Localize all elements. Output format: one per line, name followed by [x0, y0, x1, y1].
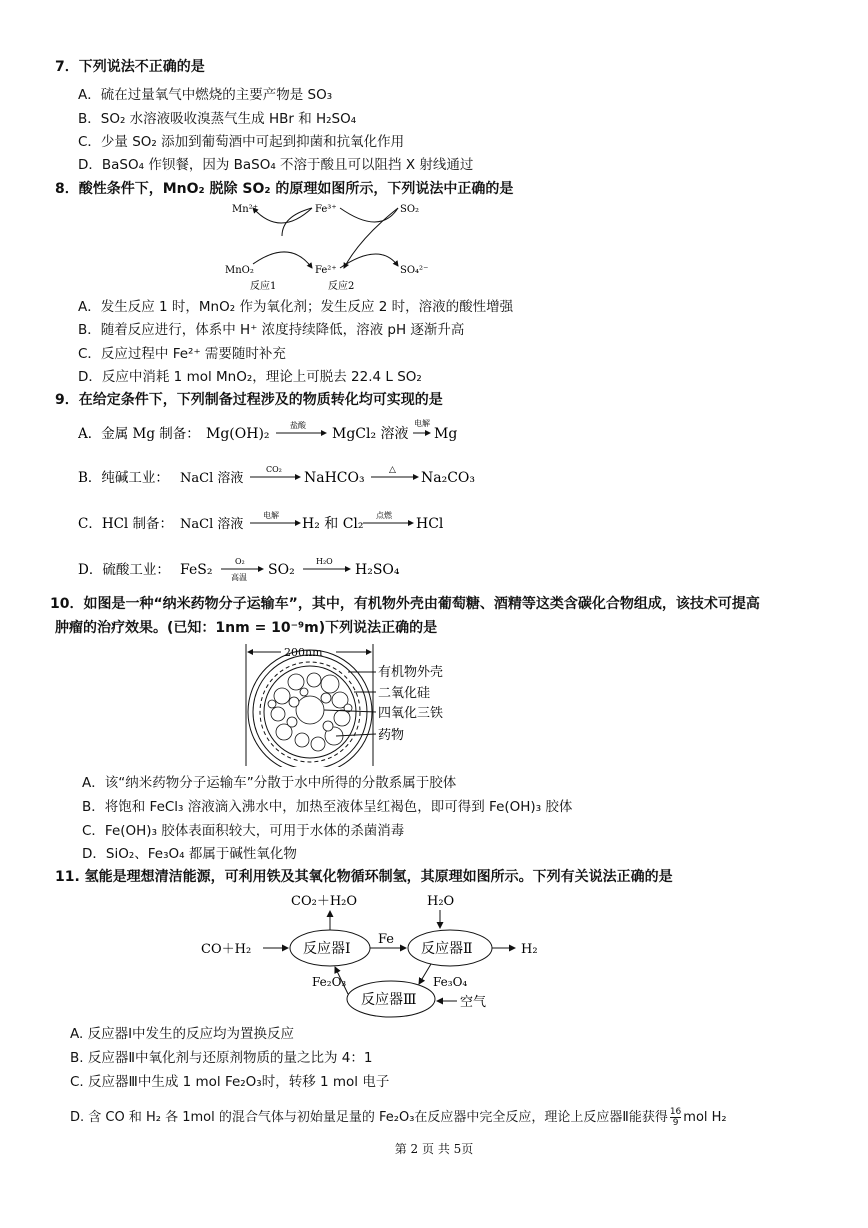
shell-label: 有机物外壳	[378, 665, 444, 680]
fe2-label: Fe²⁺	[315, 265, 337, 276]
nano-carrier-diagram	[236, 642, 476, 767]
fe3-label: Fe³⁺	[315, 204, 337, 215]
q9d-label: D．硫酸工业：	[78, 562, 170, 578]
q9d-s1: FeS₂	[180, 562, 213, 578]
q9b-label: B．纯碱工业：	[78, 470, 169, 486]
q9c-label: C．HCl 制备：	[78, 516, 174, 532]
q7-stem: 7．下列说法不正确的是	[55, 59, 205, 75]
h2-label: H₂	[521, 942, 538, 957]
reaction1-label: 反应1	[250, 281, 277, 292]
mn2-label: Mn²⁺	[232, 204, 258, 215]
q10-option-b: B．将饱和 FeCl₃ 溶液滴入沸水中，加热至液体呈红褐色，即可得到 Fe(OH)₃ 胶体	[82, 799, 573, 815]
fraction-denominator: 9	[672, 1118, 679, 1128]
q9d-c1b: 高温	[231, 573, 247, 582]
q10-option-a: A．该“纳米药物分子运输车”分散于水中所得的分散系属于胶体	[82, 775, 457, 791]
in1-label: CO＋H₂	[201, 942, 252, 957]
q9-option-d	[78, 552, 498, 586]
q9b-s1: NaCl 溶液	[180, 471, 244, 486]
q9a-s3: Mg	[434, 426, 458, 442]
q9b-c2: △	[389, 465, 396, 475]
q9c-s2: H₂ 和 Cl₂	[302, 516, 364, 532]
q9-option-a	[78, 416, 498, 446]
reaction2-label: 反应2	[328, 281, 355, 292]
q9a-c2: 电解	[414, 419, 430, 428]
q7-option-a: A．硫在过量氧气中燃烧的主要产物是 SO₃	[78, 87, 333, 103]
q8-option-d: D．反应中消耗 1 mol MnO₂，理论上可脱去 22.4 L SO₂	[78, 369, 422, 385]
q8-option-c: C．反应过程中 Fe²⁺ 需要随时补充	[78, 346, 286, 362]
q9a-s1: Mg(OH)₂	[206, 426, 270, 442]
q10-option-d: D．SiO₂、Fe₃O₄ 都属于碱性氧化物	[82, 846, 297, 862]
reactor1-label: 反应器Ⅰ	[303, 941, 351, 957]
q9a-c1: 盐酸	[290, 421, 306, 430]
out1-label: CO₂＋H₂O	[291, 894, 358, 909]
fe3o4-label: 四氧化三铁	[378, 706, 444, 721]
q9c-s1: NaCl 溶液	[180, 517, 244, 532]
q10-stem-line1: 10．如图是一种“纳米药物分子运输车”，其中，有机物外壳由葡萄糖、酒精等这类含碳化合物组成，该技术可提高	[50, 596, 760, 612]
q11-stem: 11. 氢能是理想清洁能源，可利用铁及其氧化物循环制氢，其原理如图所示。下列有关说法正确的是	[55, 869, 673, 885]
q11-option-d	[70, 1107, 727, 1128]
q8-option-a: A．发生反应 1 时，MnO₂ 作为氧化剂；发生反应 2 时，溶液的酸性增强	[78, 299, 514, 315]
q9b-c1: CO₂	[266, 465, 282, 474]
q8-option-b: B．随着反应进行，体系中 H⁺ 浓度持续降低，溶液 pH 逐渐升高	[78, 322, 465, 338]
reactor3-label: 反应器Ⅲ	[361, 992, 417, 1008]
reactor2-label: 反应器Ⅱ	[421, 941, 473, 957]
q11-option-c: C. 反应器Ⅲ中生成 1 mol Fe₂O₃时，转移 1 mol 电子	[70, 1074, 390, 1090]
q9-stem: 9．在给定条件下，下列制备过程涉及的物质转化均可实现的是	[55, 392, 443, 408]
q10-option-c: C．Fe(OH)₃ 胶体表面积较大，可用于水体的杀菌消毒	[82, 823, 405, 839]
q9d-s3: H₂SO₄	[355, 562, 400, 578]
q11-option-a: A. 反应器Ⅰ中发生的反应均为置换反应	[70, 1026, 295, 1042]
q11-option-d-text: D. 含 CO 和 H₂ 各 1mol 的混合气体与初始量足量的 Fe₂O₃在反应器中完全反应，理论上反应器Ⅱ能获得	[70, 1110, 668, 1125]
q8-cycle-diagram	[220, 196, 440, 292]
q10-stem-line2: 肿瘤的治疗效果。(已知：1nm = 10⁻⁹m)下列说法正确的是	[55, 620, 438, 636]
fe-label: Fe	[378, 932, 395, 947]
fraction	[670, 1107, 681, 1128]
drug-label: 药物	[378, 728, 405, 743]
q9-option-c	[78, 506, 498, 536]
so2-label: SO₂	[400, 204, 420, 215]
q9c-s3: HCl	[416, 516, 444, 532]
hydrogen-cycle-diagram	[195, 888, 555, 1022]
fraction-unit: mol H₂	[683, 1110, 727, 1125]
q9b-s2: NaHCO₃	[304, 470, 365, 486]
q9b-s3: Na₂CO₃	[421, 470, 476, 486]
page-footer: 第 2 页 共 5页	[394, 1142, 474, 1156]
q7-option-d: D．BaSO₄ 作钡餐，因为 BaSO₄ 不溶于酸且可以阻挡 X 射线通过	[78, 157, 474, 173]
air-label: 空气	[460, 995, 487, 1010]
q9a-label: A．金属 Mg 制备：	[78, 426, 200, 442]
mno2-label: MnO₂	[225, 265, 254, 276]
h2o-label: H₂O	[427, 894, 455, 909]
size-label: 200nm	[284, 646, 323, 659]
fraction-numerator: 16	[669, 1107, 682, 1117]
fe3o4-label: Fe₃O₄	[433, 975, 468, 989]
q9-option-b	[78, 460, 498, 490]
fe2o3-label: Fe₂O₃	[312, 975, 347, 989]
q8-stem: 8．酸性条件下，MnO₂ 脱除 SO₂ 的原理如图所示，下列说法中正确的是	[55, 181, 514, 197]
q7-option-c: C．少量 SO₂ 添加到葡萄酒中可起到抑菌和抗氧化作用	[78, 134, 405, 150]
q9c-c2: 点燃	[376, 511, 392, 520]
q9d-s2: SO₂	[268, 562, 295, 578]
q7-option-b: B．SO₂ 水溶液吸收溴蒸气生成 HBr 和 H₂SO₄	[78, 111, 357, 127]
q9c-c1: 电解	[263, 511, 279, 520]
q9a-s2: MgCl₂ 溶液	[332, 426, 409, 442]
q9d-c1: O₂	[235, 557, 245, 566]
so4-label: SO₄²⁻	[400, 265, 429, 276]
sio2-label: 二氧化硅	[378, 686, 431, 701]
q9d-c2: H₂O	[316, 557, 333, 566]
q11-option-b: B. 反应器Ⅱ中氧化剂与还原剂物质的量之比为 4：1	[70, 1050, 373, 1066]
